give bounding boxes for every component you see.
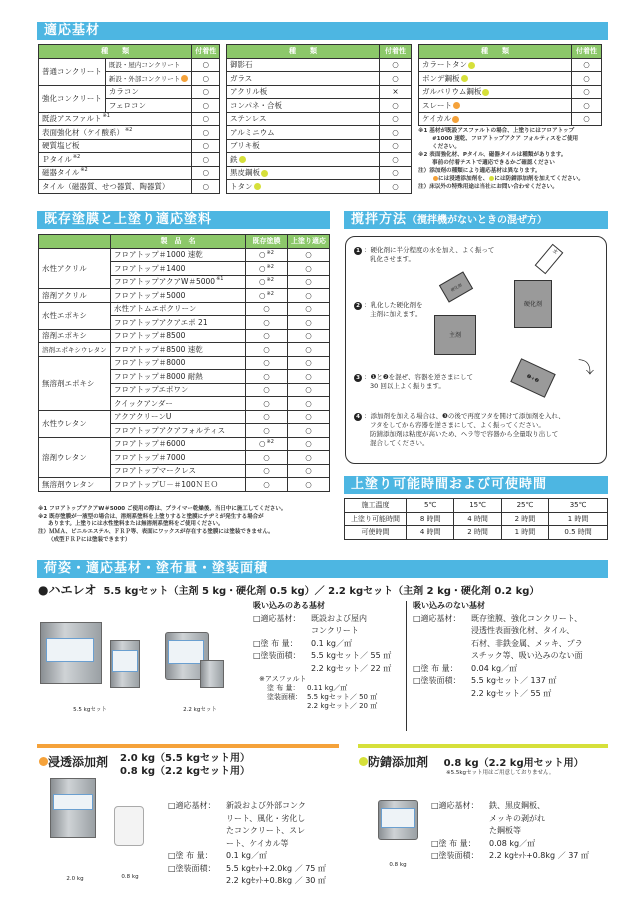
table-row: [227, 139, 412, 153]
table-row: [39, 478, 330, 492]
yellow-dot-icon: [239, 156, 246, 163]
section-header-existing-coat: 既存塗膜と上塗り適応塗料: [37, 211, 330, 229]
adhesion-cell: ○: [380, 72, 412, 86]
substrates-table-1: [38, 44, 220, 194]
header-cell: 施工温度: [345, 499, 407, 513]
header-cell: 15℃: [454, 499, 501, 513]
table-row: [39, 248, 330, 262]
item-cell: ガラス: [227, 72, 380, 86]
existing-cell: ○$^{※2}$: [246, 248, 288, 262]
mixing-step-4: 4 ：添加剤を加える場合は、❸の後で再度フタを開けて添加剤を入れ、 フタをしてから容器を逆さまにして、よく振ってください。 防錆添加剤は粘度が高いため、ヘラ等で容器から全量取り出して 混合してください。: [354, 412, 565, 448]
product-cell: フロアトップ＃7000: [111, 451, 246, 465]
adhesion-cell: ○: [192, 99, 220, 113]
yellow-dot-icon: [254, 183, 261, 190]
can-label: [381, 808, 415, 828]
section-header-packaging: 荷姿・適応基材・塗布量・塗装面積: [37, 560, 608, 578]
top-cell: ○: [288, 451, 330, 465]
top-cell: ○: [288, 289, 330, 303]
table-row: [419, 112, 602, 126]
adhesion-cell: ○: [380, 99, 412, 113]
table-row: [227, 99, 412, 113]
type-cell: 水性アクリル: [39, 248, 111, 289]
item-cell: 新設・外部コンクリート: [105, 72, 191, 86]
hardener-pour-icon: 硬化剤: [439, 271, 473, 302]
product-cell: フロアトップアクアW＃5000$^{※1}$: [111, 275, 246, 289]
rotate-arrow-icon: ⤵: [578, 358, 595, 377]
table-row: [345, 526, 608, 540]
item-cell: カラートタン: [419, 58, 572, 72]
existing-cell: ○: [246, 370, 288, 384]
table-row: [39, 356, 330, 370]
substrates-table-3: [418, 44, 602, 126]
can-label: [53, 794, 93, 810]
row-label: 可使時間: [345, 526, 407, 540]
top-cell: ○: [288, 302, 330, 316]
adhesion-cell: ○: [380, 112, 412, 126]
can-label: [46, 638, 94, 662]
table-row: [39, 410, 330, 424]
product-cell: フロアトップアクアフォルティス: [111, 424, 246, 438]
adhesion-cell: ○: [192, 180, 220, 194]
table-row: [345, 499, 608, 513]
item-cell: 御影石: [227, 58, 380, 72]
header-adhesion: 付着性: [380, 45, 412, 59]
existing-cell: ○: [246, 302, 288, 316]
header-type: 種 類: [227, 45, 380, 59]
header-product: 製 品 名: [111, 235, 246, 249]
existing-cell: ○: [246, 383, 288, 397]
item-cell: アルミニウム: [227, 126, 380, 140]
existing-cell: ○: [246, 343, 288, 357]
adhesion-cell: ○: [380, 153, 412, 167]
penetrant-accent-bar: [37, 744, 339, 748]
orange-dot-icon: [181, 75, 188, 82]
table-row: [227, 85, 412, 99]
table-row: [39, 85, 220, 99]
product-cell: フロアトップ＃6000: [111, 437, 246, 451]
existing-cell: ○: [246, 424, 288, 438]
can-label: [112, 650, 138, 672]
section-header-pot-life: 上塗り可能時間および可使時間: [344, 476, 608, 494]
item-cell: ガルバリウム鋼板: [419, 85, 572, 99]
item-cell: カラコン: [105, 85, 191, 99]
value-cell: 1 時間: [501, 526, 548, 540]
existing-cell: ○: [246, 329, 288, 343]
orange-dot-icon: [453, 102, 460, 109]
product-cell: フロアトップ＃8500 速乾: [111, 343, 246, 357]
item-cell: スレート: [419, 99, 572, 113]
product-cell: フロアトップ＃8000 耐熱: [111, 370, 246, 384]
can-label: [168, 640, 204, 664]
existing-cell: ○: [246, 451, 288, 465]
top-cell: ○: [288, 464, 330, 478]
header-adhesion: 付着性: [572, 45, 602, 59]
top-cell: ○: [288, 316, 330, 330]
existing-cell: ○: [246, 464, 288, 478]
type-cell: 溶剤アクリル: [39, 289, 111, 303]
product-cell: フロアトップ＃1000 速乾: [111, 248, 246, 262]
value-cell: 8 時間: [407, 512, 454, 526]
type-cell: 水性ウレタン: [39, 410, 111, 437]
table-row: [39, 112, 220, 126]
table-row: [39, 302, 330, 316]
mixing-step-3: 3 ：❶と❷を混ぜ、容器を逆さまにして 30 回以上よく振ります。: [354, 373, 473, 391]
hardener-can-icon: 硬化剤: [514, 280, 552, 328]
product-cell: フロアトップエポワン: [111, 383, 246, 397]
header-cell: 25℃: [501, 499, 548, 513]
adhesion-cell: ○: [192, 126, 220, 140]
table-row: [345, 512, 608, 526]
item-cell: 鉄: [227, 153, 380, 167]
adhesion-cell: ○: [192, 72, 220, 86]
image-caption: 5.5 kgセット: [73, 707, 107, 713]
adhesion-cell: ○: [192, 58, 220, 72]
type-cell: 溶剤エポキシ: [39, 329, 111, 343]
yellow-dot-icon: [482, 89, 489, 96]
type-cell: 無溶剤ウレタン: [39, 478, 111, 492]
top-cell: ○: [288, 248, 330, 262]
adhesion-cell: ○: [572, 99, 602, 113]
rustproof-title: 防錆添加剤 0.8 kg（2.2 kg用セット用）: [358, 751, 584, 770]
header-existing: 既存塗膜: [246, 235, 288, 249]
product-cell: 水性アトムエポクリーン: [111, 302, 246, 316]
rustproof-note: ※5.5kgセット用はご用意しておりません。: [446, 770, 555, 776]
image-caption: 2.0 kg: [66, 876, 84, 882]
mixing-instructions-box: [345, 236, 607, 464]
adhesion-cell: ○: [380, 166, 412, 180]
adhesion-cell: ○: [380, 180, 412, 194]
top-cell: ○: [288, 437, 330, 451]
item-cell: コンパネ・合板: [227, 99, 380, 113]
value-cell: 4 時間: [407, 526, 454, 540]
table-row: [39, 343, 330, 357]
product-cell: フロアトップ＃8500: [111, 329, 246, 343]
adhesion-cell: ○: [192, 85, 220, 99]
value-cell: 2 時間: [501, 512, 548, 526]
rustproof-spec-details: □適応基材： 鉄、黒皮鋼板、 メッキの剥がれ た鋼板等 □塗 布 量： 0.08 kg／㎡ □塗装面積： 2.2 kgｾｯﾄ+0.8kg ／ 37 ㎡: [431, 801, 589, 860]
top-cell: ○: [288, 356, 330, 370]
top-cell: ○: [288, 397, 330, 411]
penetrant-title: 浸透添加剤: [38, 751, 108, 770]
header-adhesion: 付着性: [192, 45, 220, 59]
product-cell: フロアトップマークレス: [111, 464, 246, 478]
top-cell: ○: [288, 410, 330, 424]
top-cell: ○: [288, 343, 330, 357]
top-cell: ○: [288, 275, 330, 289]
existing-cell: ○: [246, 316, 288, 330]
type-cell: 溶剤ウレタン: [39, 437, 111, 478]
divider: [406, 601, 407, 731]
adhesion-cell: ○: [572, 85, 602, 99]
table-row: [39, 153, 220, 167]
adhesion-cell: ○: [380, 126, 412, 140]
penetrant-spec-details: □適応基材： 新設および外部コンク リート、風化・劣化し たコンクリート、スレ ート、ケイカル等 □塗 布 量： 0.1 kg／㎡ □塗装面積： 5.5 kgｾｯﾄ+2.0kg ／ 75 ㎡ 2.2 kgｾｯﾄ+0.8kg ／ 30 ㎡: [168, 801, 326, 885]
product-cell: クイックアンダー: [111, 397, 246, 411]
yellow-dot-icon: [461, 75, 468, 82]
adhesion-cell: ○: [192, 153, 220, 167]
absorbent-substrate-spec: 吸い込みのある基材 □適応基材： 既設および屋内 コンクリート □塗 布 量： 0.1 kg／㎡ □塗装面積： 5.5 kgセット／ 55 ㎡ 2.2 kgセット／ 22 ㎡ ※アスファルト 塗 布 量： 0.11 kg／㎡ 塗装面積： 5.5 kgセット／ 50 ㎡ 2.2 kgセット／ 20 ㎡: [253, 601, 392, 710]
item-cell: 表面強化材（ケイ酸系）$^{※2}$: [39, 126, 192, 140]
row-label: 上塗り可能時間: [345, 512, 407, 526]
product-cell: フロアトップＵ－＃100ＮＥＯ: [111, 478, 246, 492]
item-cell: ステンレス: [227, 112, 380, 126]
item-cell: ブリキ板: [227, 139, 380, 153]
adhesion-cell: ○: [380, 139, 412, 153]
table-row: [419, 99, 602, 113]
group-cell: 普通コンクリート: [39, 58, 106, 85]
adhesion-cell: ○: [192, 139, 220, 153]
table-row: [39, 180, 220, 194]
existing-cell: ○$^{※2}$: [246, 262, 288, 276]
table-row: [39, 126, 220, 140]
table-row: [227, 166, 412, 180]
product-image-2-2kg-small: [200, 660, 224, 688]
yellow-dot-icon: [261, 170, 268, 177]
table-row: [39, 289, 330, 303]
shake-can-icon: ❶+❷: [510, 358, 555, 398]
group-cell: 強化コンクリート: [39, 85, 106, 112]
table-row: [419, 72, 602, 86]
top-cell: ○: [288, 370, 330, 384]
item-cell: Ｐタイル$^{※2}$: [39, 153, 192, 167]
existing-cell: ○: [246, 410, 288, 424]
header-cell: 35℃: [549, 499, 608, 513]
product-cell: フロアトップ＃1400: [111, 262, 246, 276]
existing-coat-notes: ※1 フロアトップアクアW＃5000 ご使用の際は、プライマー乾燥後、当日中に施工してください。 ※2 既存塗膜が一液型の場合は、溶剤系塗料を上塗りすると塗膜にチヂミが発生する場合が あります。上塗りには水性塗料または無溶剤系塗料をご使用ください。 注）ＭＭＡ、ビニルエステル、ＦＲＰ等、表面にワックスが存在する塗膜には塗装できません。 （成型ＦＲＰには塗装できます）: [38, 506, 287, 543]
header-cell: 5℃: [407, 499, 454, 513]
table-row: [419, 85, 602, 99]
value-cell: 4 時間: [454, 512, 501, 526]
existing-cell: ○$^{※2}$: [246, 275, 288, 289]
product-cell: フロアトップアクアエポ 21: [111, 316, 246, 330]
orange-dot-icon: [39, 757, 48, 766]
yellow-dot-icon: [468, 62, 475, 69]
type-cell: 溶剤エポキシウレタン: [39, 343, 111, 357]
top-cell: ○: [288, 262, 330, 276]
table-row: [227, 58, 412, 72]
type-cell: 水性エポキシ: [39, 302, 111, 329]
table-row: [227, 153, 412, 167]
section-header-substrates: 適応基材: [37, 22, 608, 40]
main-agent-can-icon: 主剤: [434, 315, 476, 355]
top-cell: ○: [288, 478, 330, 492]
existing-cell: ○: [246, 397, 288, 411]
item-cell: 硬質塩ビ板: [39, 139, 192, 153]
substrates-notes: ※1 基材が既設アスファルトの場合、上塗りにはフロアトップ #1000 速乾、フロアトップアクア フォルティスをご使用 ください。 ※2 表面強化材、Pタイル、磁器タイルは種類があります。 事前の付着テストで適応できるかご確認ください 注）添加剤の種類により適応基材は異なります。 には浸透添加剤を、 には防錆添加剤を加えてください。 注）床以外の特殊用途は当社にお問い合わせください。: [418, 128, 584, 190]
item-cell: ケイカル: [419, 112, 572, 126]
top-cell: ○: [288, 424, 330, 438]
haereo-title: ●ハエレオ 5.5 kgセット（主剤 5 kg・硬化剤 0.5 kg）／ 2.2 kgセット（主剤 2 kg・硬化剤 0.2 kg）: [38, 583, 540, 597]
orange-dot-icon: [452, 116, 459, 123]
item-cell: 黒皮鋼板: [227, 166, 380, 180]
nonabsorbent-substrate-spec: 吸い込みのない基材 □適応基材： 既存塗膜、強化コンクリート、 浸透性表面強化材、タイル、 石材、非鉄金属、メッキ、プラ スチック等、吸い込みのない面 □塗 布 量： 0.04 kg／㎡ □塗装面積： 5.5 kgセット／ 137 ㎡ 2.2 kgセット／ 55 ㎡: [413, 601, 583, 698]
item-cell: フェロコン: [105, 99, 191, 113]
header-type: 種 類: [39, 45, 192, 59]
image-caption: 0.8 kg: [389, 862, 407, 868]
type-cell: 無溶剤エポキシ: [39, 356, 111, 410]
pot-life-table: [344, 498, 608, 540]
existing-cell: ○$^{※2}$: [246, 289, 288, 303]
substrates-table-2: [226, 44, 412, 194]
item-cell: 既設アスファルト$^{※1}$: [39, 112, 192, 126]
product-cell: アクアクリーンU: [111, 410, 246, 424]
adhesion-cell: ○: [380, 58, 412, 72]
existing-cell: ○: [246, 356, 288, 370]
value-cell: 1 時間: [549, 512, 608, 526]
value-cell: 2 時間: [454, 526, 501, 540]
adhesion-cell: ○: [572, 72, 602, 86]
table-row: [39, 139, 220, 153]
section-header-mixing: 撹拌方法（撹拌機がないときの混ぜ方）: [344, 211, 608, 229]
item-cell: アクリル板: [227, 85, 380, 99]
item-cell: トタン: [227, 180, 380, 194]
table-row: [39, 437, 330, 451]
penetrant-spec: 2.0 kg（5.5 kgセット用） 0.8 kg（2.2 kgセット用）: [120, 753, 251, 777]
rustproof-accent-bar: [358, 744, 608, 748]
item-cell: 磁器タイル$^{※2}$: [39, 166, 192, 180]
yellow-dot-icon: [359, 757, 368, 766]
table-row: [39, 58, 220, 72]
product-cell: フロアトップ＃8000: [111, 356, 246, 370]
table-row: [227, 72, 412, 86]
adhesion-cell: ○: [192, 166, 220, 180]
value-cell: 0.5 時間: [549, 526, 608, 540]
image-caption: 2.2 kgセット: [183, 707, 217, 713]
adhesion-cell: ○: [572, 58, 602, 72]
adhesion-cell: ×: [380, 85, 412, 99]
top-cell: ○: [288, 383, 330, 397]
table-row: [227, 126, 412, 140]
image-caption: 0.8 kg: [121, 874, 139, 880]
water-bottle-icon: 水: [535, 244, 564, 274]
adhesion-cell: ○: [192, 112, 220, 126]
existing-coat-table: [38, 234, 330, 492]
header-type: 種 類: [419, 45, 572, 59]
table-row: [227, 180, 412, 194]
product-cell: フロアトップ＃5000: [111, 289, 246, 303]
table-row: [39, 329, 330, 343]
existing-cell: ○$^{※2}$: [246, 437, 288, 451]
table-row: [419, 58, 602, 72]
mixing-step-2: 2 ：乳化した硬化剤を 主剤に加えます。: [354, 301, 423, 319]
header-top: 上塗り適応: [288, 235, 330, 249]
existing-cell: ○: [246, 478, 288, 492]
adhesion-cell: ○: [572, 112, 602, 126]
mixing-step-1: 1 ：硬化剤に半分程度の水を加え、よく振って 乳化させます。: [354, 246, 494, 264]
penetrant-image-0-8kg: [114, 806, 144, 846]
item-cell: 既設・屋内コンクリート: [105, 58, 191, 72]
item-cell: タイル（磁器質、せつ器質、陶器質）: [39, 180, 192, 194]
top-cell: ○: [288, 329, 330, 343]
table-row: [39, 166, 220, 180]
item-cell: ボンデ鋼板: [419, 72, 572, 86]
table-row: [227, 112, 412, 126]
